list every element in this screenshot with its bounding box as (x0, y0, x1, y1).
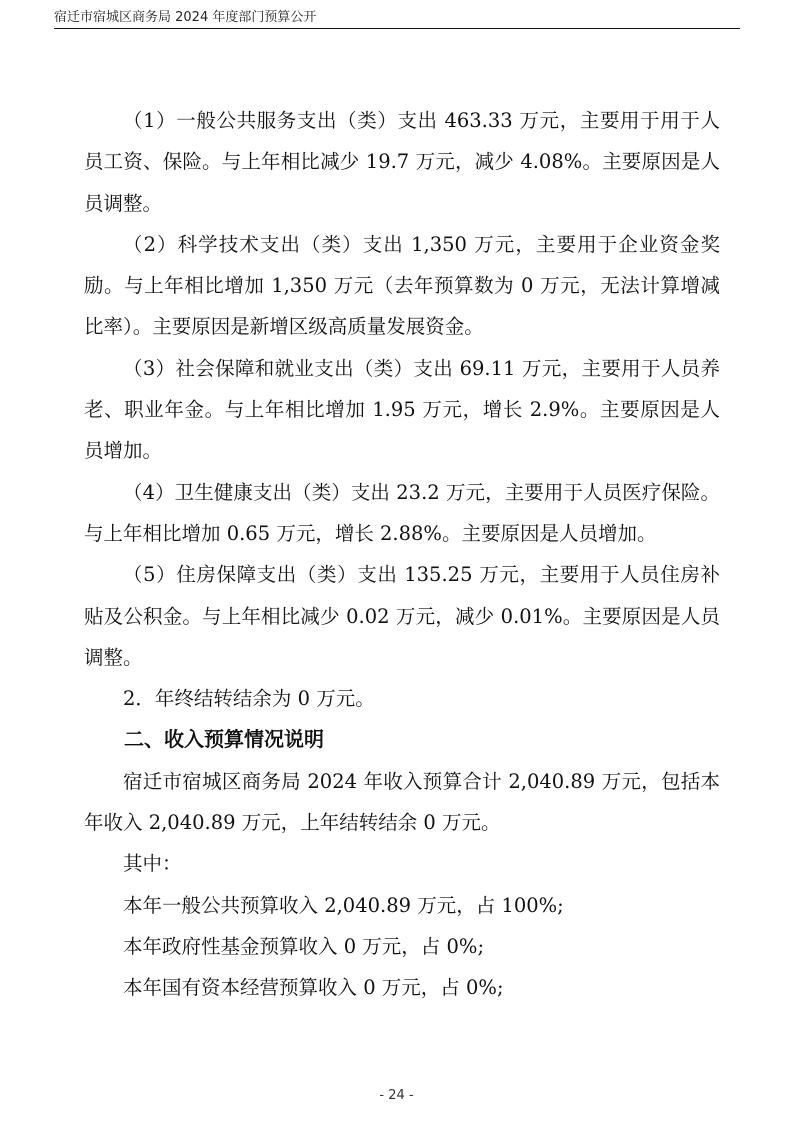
income-item-state-capital: 本年国有资本经营预算收入 0 万元，占 0%; (123, 976, 504, 1000)
paragraph-health: （4）卫生健康支出（类）支出 23.2 万元，主要用于人员医疗保险。与上年相比增加 0.65 万元，增长 2.88%。主要原因是人员增加。 (84, 480, 720, 545)
document-body (84, 100, 720, 1009)
income-item-general-budget: 本年一般公共预算收入 2,040.89 万元，占 100%; (123, 893, 564, 917)
paragraph-year-end-balance: 2．年终结转结余为 0 万元。 (123, 687, 375, 711)
paragraph-income-intro: 宿迁市宿城区商务局 2024 年收入预算合计 2,040.89 万元，包括本年收入 2,040.89 万元，上年结转结余 0 万元。 (84, 769, 720, 835)
paragraph-housing: （5）住房保障支出（类）支出 135.25 万元，主要用于人员住房补贴及公积金。与上年相比减少 0.02 万元，减少 0.01%。主要原因是人员调整。 (84, 563, 720, 669)
paragraph-qizhong: 其中： (123, 852, 182, 876)
page-number: - 24 - (379, 1088, 414, 1103)
document-header: 宿迁市宿城区商务局 2024 年度部门预算公开 (54, 10, 317, 25)
paragraph-social-security: （3）社会保障和就业支出（类）支出 69.11 万元，主要用于人员养老、职业年金。与上年相比增加 1.95 万元，增长 2.9%。主要原因是人员增加。 (84, 356, 720, 463)
section-heading: 二、收入预算情况说明 (124, 727, 324, 752)
paragraph-general-public-services: （1）一般公共服务支出（类）支出 463.33 万元，主要用于用于人员工资、保险。与上年相比减少 19.7 万元，减少 4.08%。主要原因是人员调整。 (84, 109, 720, 215)
income-item-government-fund: 本年政府性基金预算收入 0 万元，占 0%; (123, 934, 485, 958)
header-divider (54, 28, 740, 29)
paragraph-science-technology: （2）科学技术支出（类）支出 1,350 万元，主要用于企业资金奖励。与上年相比增加 1,350 万元（去年预算数为 0 万元，无法计算增减比率）。主要原因是新增区级高质量发展资金。 (84, 232, 720, 339)
